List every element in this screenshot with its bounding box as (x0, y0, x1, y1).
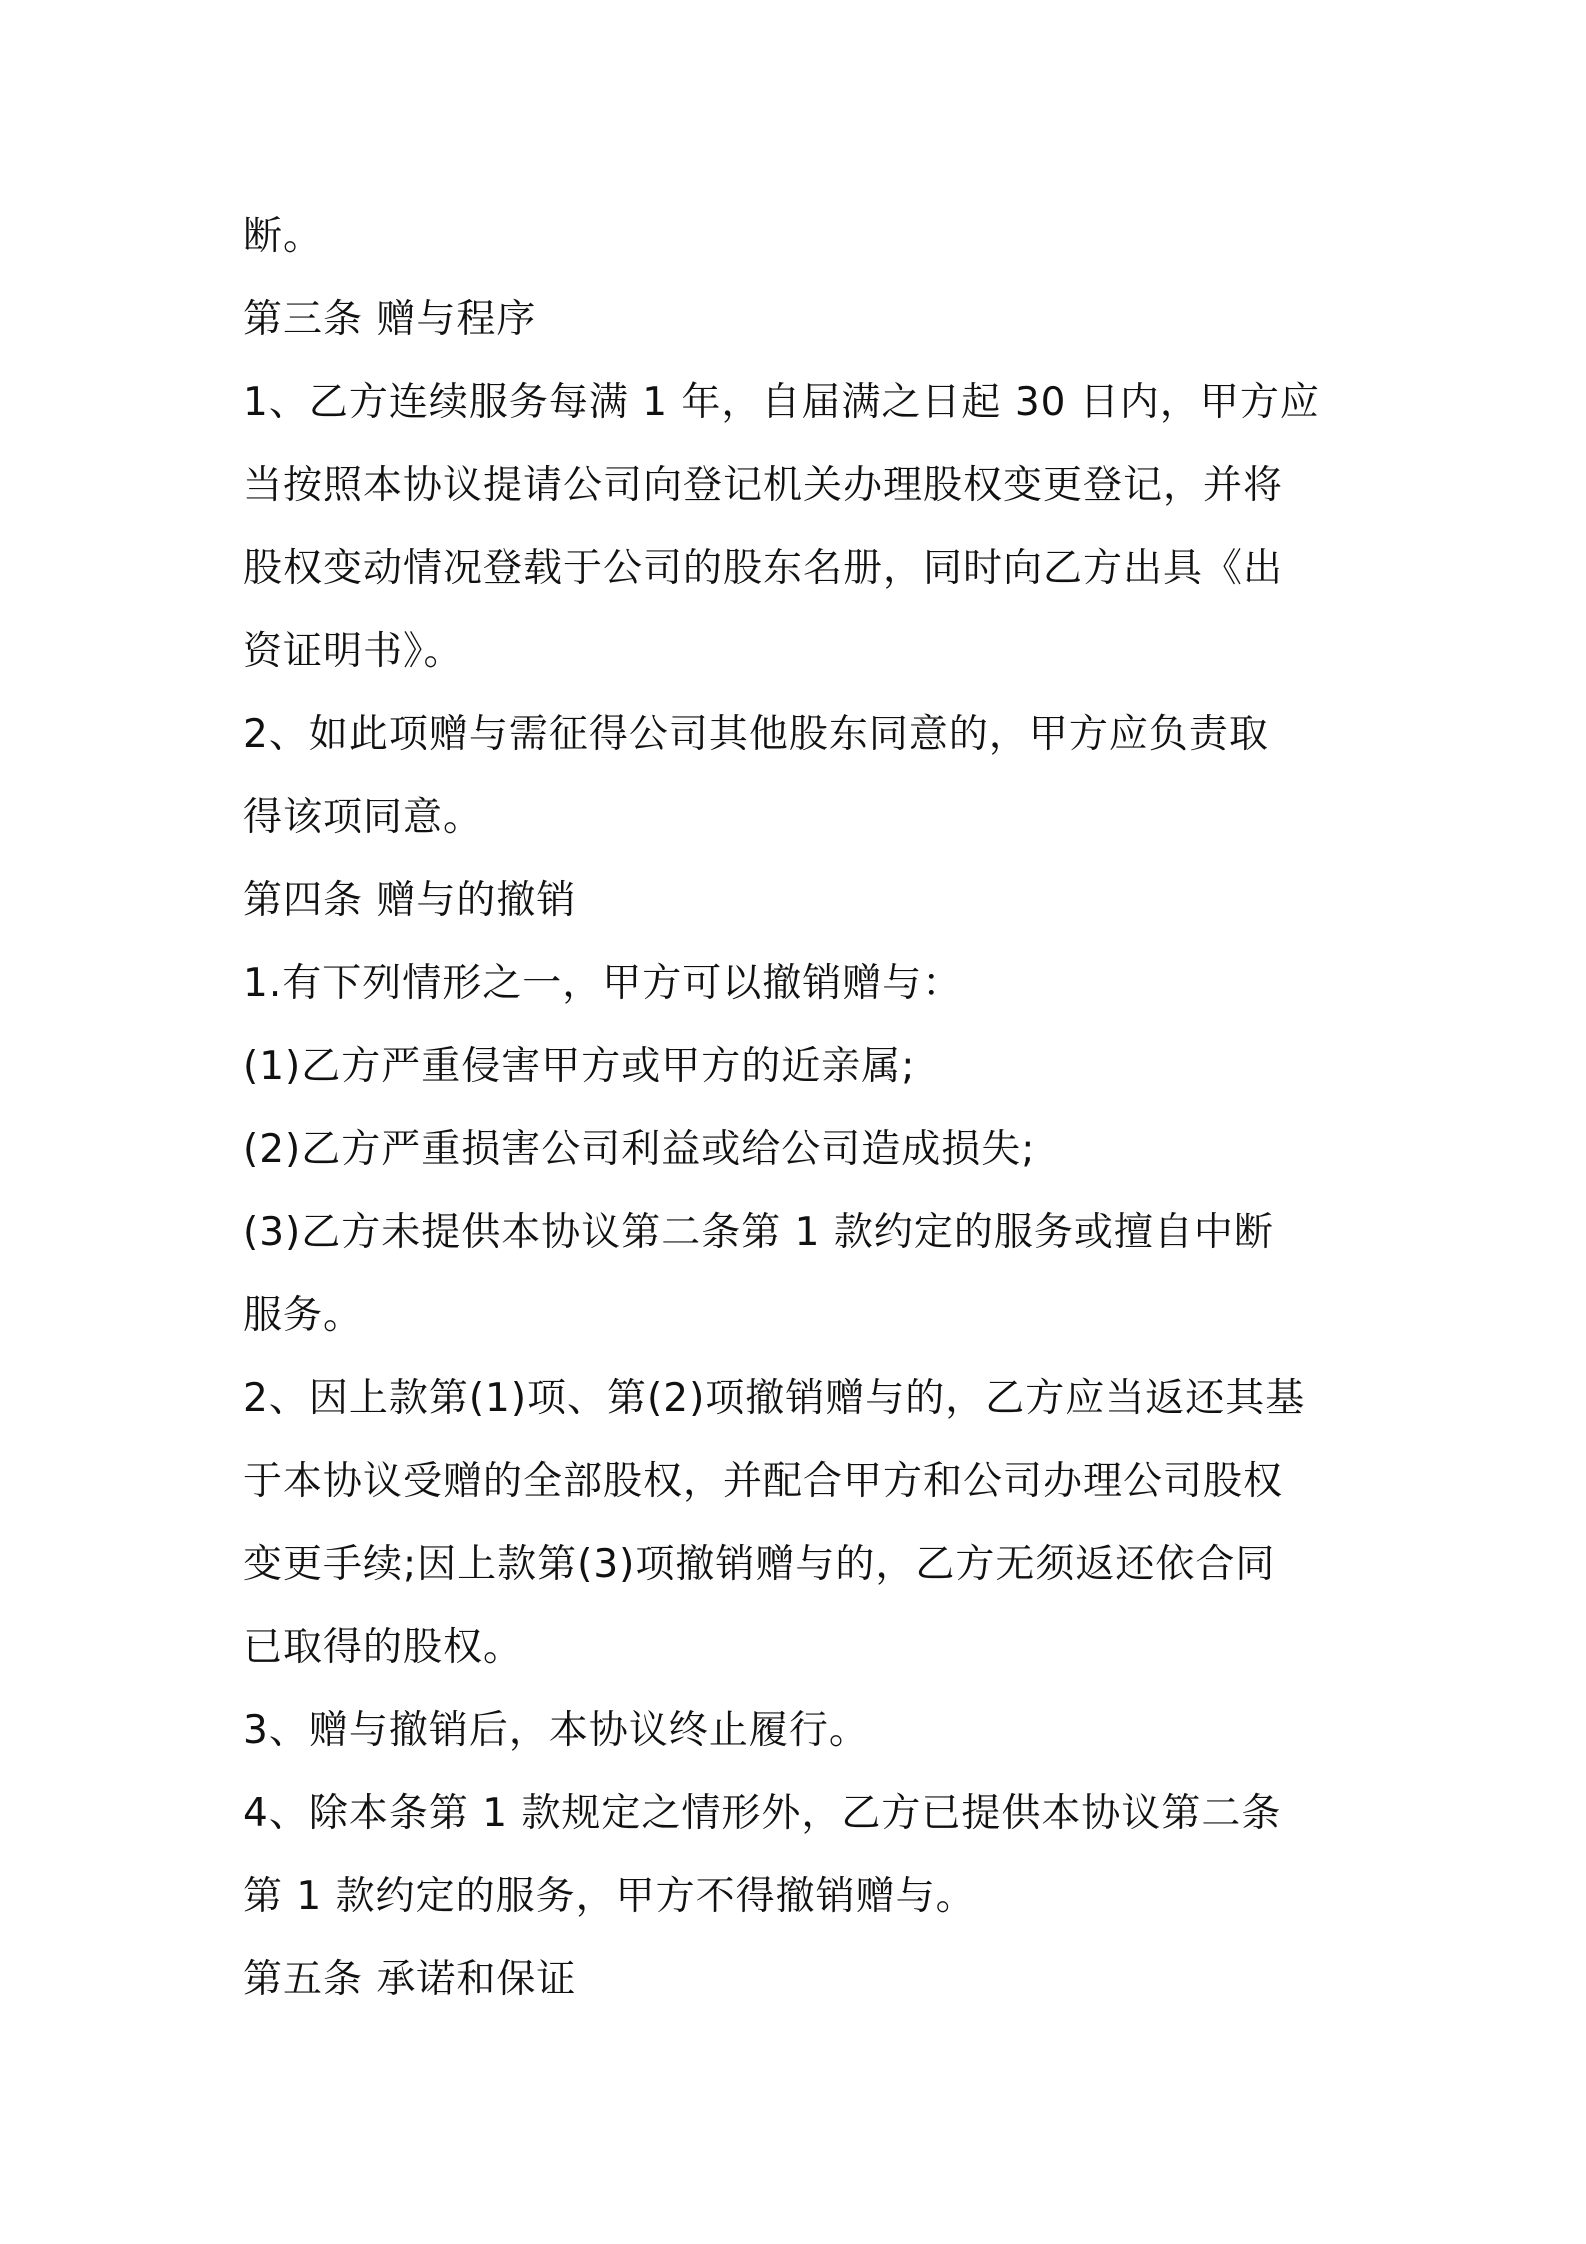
text-line: 变更手续;因上款第(3)项撤销赠与的，乙方无须返还依合同 (243, 1542, 1276, 1587)
text-line: (3)乙方未提供本协议第二条第 1 款约定的服务或擅自中断 (243, 1210, 1274, 1255)
text-line: (1)乙方严重侵害甲方或甲方的近亲属; (243, 1044, 916, 1089)
text-line: 于本协议受赠的全部股权，并配合甲方和公司办理公司股权 (243, 1459, 1284, 1504)
text-line: 当按照本协议提请公司向登记机关办理股权变更登记，并将 (243, 463, 1284, 508)
text-line: 4、除本条第 1 款规定之情形外，乙方已提供本协议第二条 (243, 1791, 1282, 1836)
text-line: 服务。 (243, 1293, 364, 1338)
text-line-continuation: 断。 (243, 214, 324, 259)
text-line: 资证明书》。 (243, 629, 464, 674)
text-line: 1.有下列情形之一，甲方可以撤销赠与： (243, 961, 963, 1006)
text-line: (2)乙方严重损害公司利益或给公司造成损失; (243, 1127, 1036, 1172)
text-line: 2、因上款第(1)项、第(2)项撤销赠与的，乙方应当返还其基 (243, 1376, 1306, 1421)
section-heading-article-5: 第五条 承诺和保证 (243, 1957, 577, 2002)
text-line: 得该项同意。 (243, 795, 484, 840)
section-heading-article-3: 第三条 赠与程序 (243, 297, 537, 342)
text-line: 股权变动情况登载于公司的股东名册，同时向乙方出具《出 (243, 546, 1284, 591)
text-line: 第 1 款约定的服务，甲方不得撤销赠与。 (243, 1874, 976, 1919)
text-line: 已取得的股权。 (243, 1625, 524, 1670)
document-body (243, 195, 1353, 2021)
text-line: 1、乙方连续服务每满 1 年，自届满之日起 30 日内，甲方应 (243, 380, 1320, 425)
section-heading-article-4: 第四条 赠与的撤销 (243, 878, 577, 923)
text-line: 3、赠与撤销后，本协议终止履行。 (243, 1708, 869, 1753)
text-line: 2、如此项赠与需征得公司其他股东同意的，甲方应负责取 (243, 712, 1269, 757)
